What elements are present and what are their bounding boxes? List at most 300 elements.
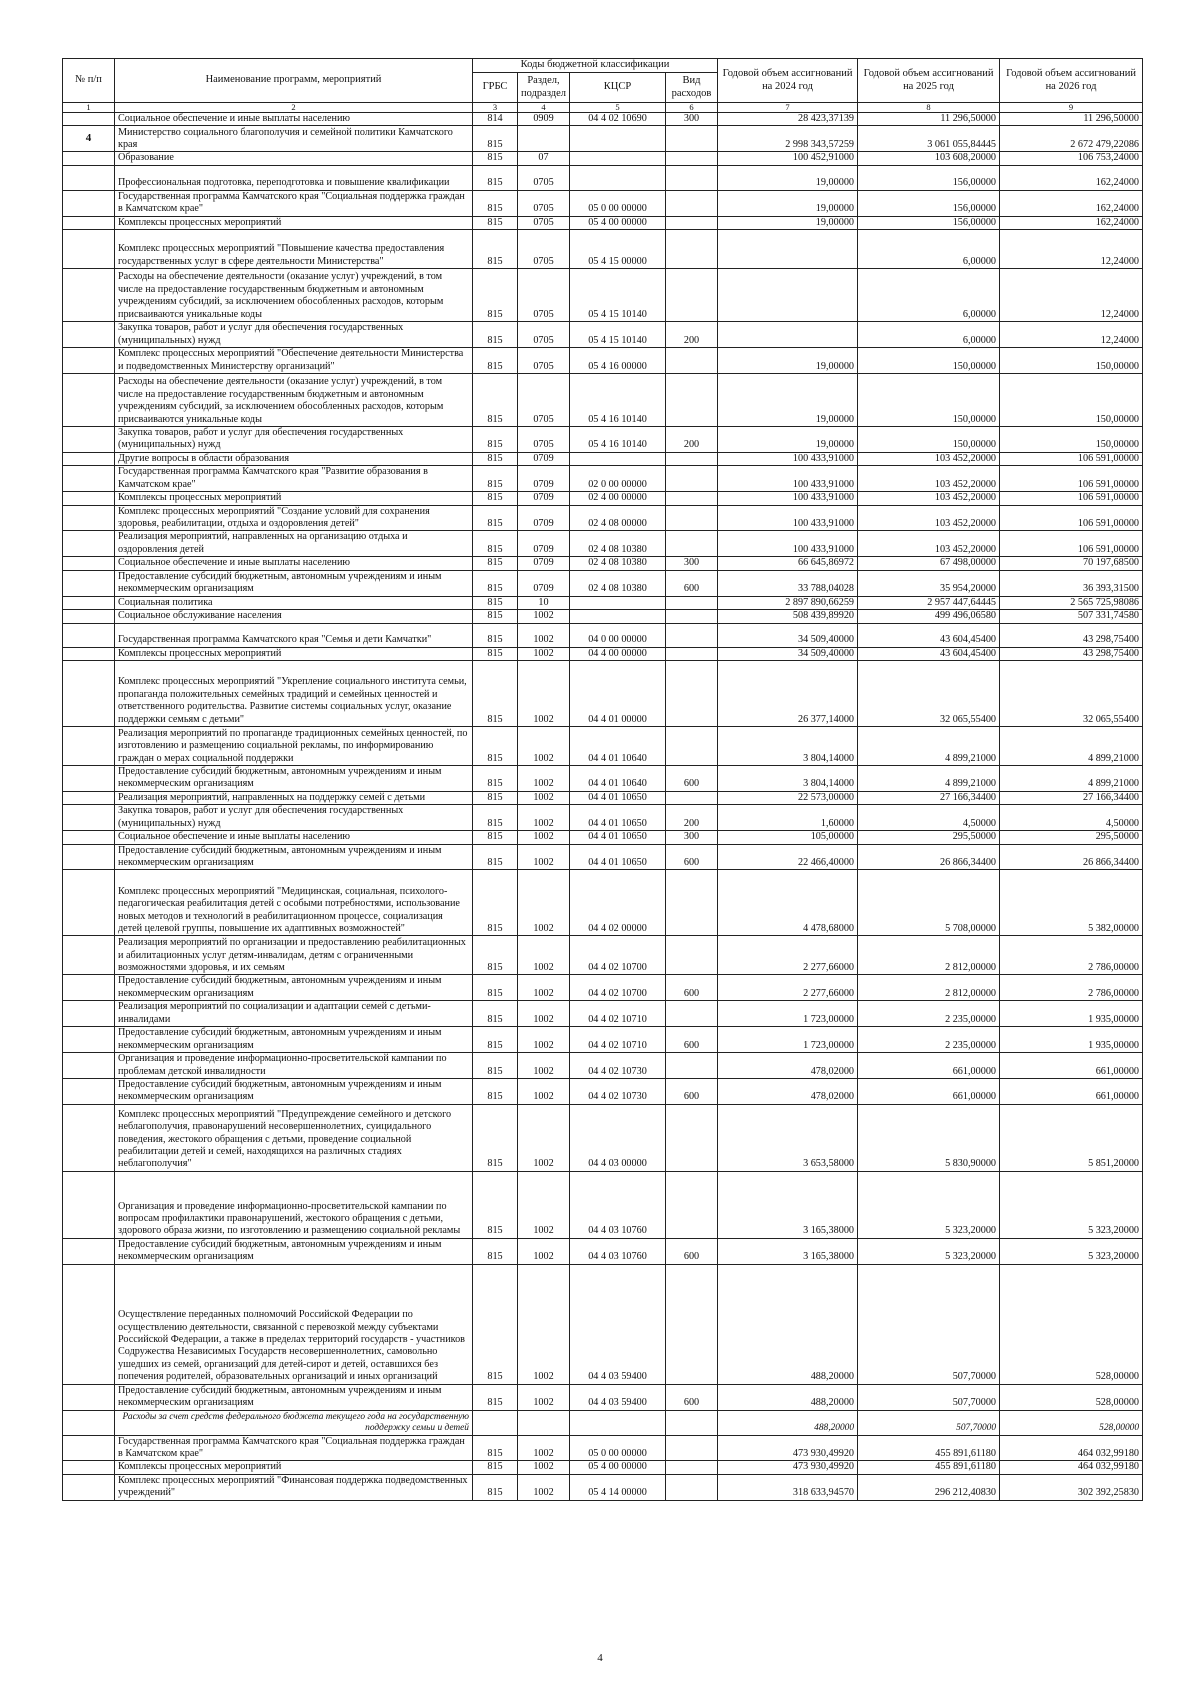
row-vid [666,1264,718,1384]
row-vid [666,623,718,647]
row-amount-2026: 4 899,21000 [1000,765,1143,791]
header-vid: Вид расходов [666,73,718,103]
row-kcsr: 04 4 01 10640 [570,726,666,765]
row-razdel: 0705 [518,373,570,426]
row-kcsr: 05 4 00 00000 [570,216,666,229]
table-row [63,765,1143,791]
row-amount-2026: 150,00000 [1000,426,1143,452]
row-name: Министерство социального благополучия и семейной политики Камчатского края [115,126,473,152]
row-name: Предоставление субсидий бюджетным, автономным учреждениям и иным некоммерческим организациям [115,765,473,791]
row-number [63,647,115,660]
row-grbs: 815 [473,269,518,322]
table-row [63,726,1143,765]
row-name: Предоставление субсидий бюджетным, автономным учреждениям и иным некоммерческим организациям [115,1238,473,1264]
row-razdel: 0709 [518,505,570,531]
row-razdel: 0705 [518,348,570,374]
row-amount-2026: 26 866,34400 [1000,844,1143,870]
row-kcsr: 04 4 01 10640 [570,765,666,791]
table-row [63,1078,1143,1104]
row-amount-2025: 156,00000 [858,165,1000,190]
row-number [63,216,115,229]
row-amount-2025: 6,00000 [858,269,1000,322]
row-number [63,870,115,936]
row-name: Комплексы процессных мероприятий [115,492,473,505]
row-amount-2024: 19,00000 [718,373,858,426]
row-vid: 600 [666,1238,718,1264]
row-grbs: 815 [473,452,518,465]
row-number [63,623,115,647]
row-amount-2026: 106 591,00000 [1000,452,1143,465]
row-amount-2024: 22 466,40000 [718,844,858,870]
row-amount-2025: 43 604,45400 [858,647,1000,660]
row-amount-2026: 150,00000 [1000,348,1143,374]
row-number [63,1461,115,1474]
row-razdel: 0705 [518,165,570,190]
row-amount-2024: 318 633,94570 [718,1474,858,1500]
row-amount-2026: 162,24000 [1000,216,1143,229]
row-number [63,452,115,465]
row-vid [666,165,718,190]
row-kcsr: 04 4 03 10760 [570,1171,666,1238]
row-grbs: 815 [473,557,518,570]
row-vid: 600 [666,1384,718,1410]
row-name: Образование [115,152,473,165]
row-amount-2026: 4,50000 [1000,805,1143,831]
row-kcsr [570,126,666,152]
row-number [63,492,115,505]
row-vid [666,1474,718,1500]
row-grbs: 815 [473,322,518,348]
row-amount-2024: 478,02000 [718,1078,858,1104]
row-number [63,152,115,165]
row-kcsr [570,610,666,623]
row-amount-2024 [718,269,858,322]
row-name: Расходы на обеспечение деятельности (оказание услуг) учреждений, в том числе на предоставление государственным бюджетным и автономным учреждениям субсидий, за исключением обособленных расходов, которым присваиваются уникальные коды [115,373,473,426]
row-amount-2025: 499 496,06580 [858,610,1000,623]
row-grbs: 815 [473,152,518,165]
row-vid: 600 [666,975,718,1001]
row-razdel: 1002 [518,623,570,647]
row-razdel: 0705 [518,190,570,216]
header-kcsr: КЦСР [570,73,666,103]
row-vid: 200 [666,322,718,348]
row-number [63,190,115,216]
row-vid [666,190,718,216]
row-number [63,936,115,975]
row-kcsr: 04 4 02 10730 [570,1053,666,1079]
row-razdel: 1002 [518,1238,570,1264]
row-kcsr: 05 4 14 00000 [570,1474,666,1500]
row-amount-2026: 32 065,55400 [1000,660,1143,726]
row-kcsr: 05 0 00 00000 [570,1435,666,1461]
row-razdel: 0709 [518,492,570,505]
row-vid: 300 [666,831,718,844]
row-amount-2025: 67 498,00000 [858,557,1000,570]
row-amount-2026: 150,00000 [1000,373,1143,426]
row-amount-2025: 661,00000 [858,1078,1000,1104]
row-amount-2024: 473 930,49920 [718,1435,858,1461]
row-vid: 300 [666,557,718,570]
row-amount-2026: 528,00000 [1000,1410,1143,1435]
table-row [63,1027,1143,1053]
row-amount-2026: 5 382,00000 [1000,870,1143,936]
row-amount-2026: 4 899,21000 [1000,726,1143,765]
row-grbs: 815 [473,805,518,831]
row-amount-2026: 12,24000 [1000,269,1143,322]
row-number [63,726,115,765]
table-row [63,466,1143,492]
row-amount-2026: 2 672 479,22086 [1000,126,1143,152]
row-grbs: 815 [473,1264,518,1384]
row-grbs: 815 [473,216,518,229]
row-amount-2026: 43 298,75400 [1000,623,1143,647]
row-grbs: 815 [473,610,518,623]
row-amount-2025: 103 452,20000 [858,466,1000,492]
row-amount-2026: 106 753,24000 [1000,152,1143,165]
row-vid [666,126,718,152]
row-kcsr: 04 4 02 10690 [570,113,666,126]
table-row [63,647,1143,660]
column-number: 2 [115,103,473,113]
row-grbs: 815 [473,348,518,374]
row-vid [666,216,718,229]
table-row [63,1384,1143,1410]
row-amount-2024: 26 377,14000 [718,660,858,726]
row-kcsr: 04 4 00 00000 [570,647,666,660]
row-amount-2025: 5 323,20000 [858,1171,1000,1238]
row-amount-2024: 3 165,38000 [718,1171,858,1238]
row-grbs: 815 [473,1461,518,1474]
row-grbs: 815 [473,791,518,804]
row-grbs: 815 [473,765,518,791]
row-number [63,660,115,726]
row-razdel: 1002 [518,726,570,765]
row-amount-2024: 2 277,66000 [718,936,858,975]
row-grbs: 815 [473,844,518,870]
row-amount-2024: 1 723,00000 [718,1027,858,1053]
row-vid [666,610,718,623]
row-number [63,1238,115,1264]
row-number [63,1104,115,1171]
row-amount-2024: 19,00000 [718,216,858,229]
row-name: Государственная программа Камчатского края "Семья и дети Камчатки" [115,623,473,647]
header-2024: Годовой объем ассигнований на 2024 год [718,59,858,103]
row-vid: 600 [666,844,718,870]
row-name: Организация и проведение информационно-просветительской кампании по проблемам детской инвалидности [115,1053,473,1079]
row-name: Предоставление субсидий бюджетным, автономным учреждениям и иным некоммерческим организациям [115,570,473,596]
row-razdel: 1002 [518,1474,570,1500]
row-kcsr: 04 4 02 00000 [570,870,666,936]
row-kcsr: 02 0 00 00000 [570,466,666,492]
row-kcsr: 04 4 02 10700 [570,936,666,975]
table-row [63,348,1143,374]
row-amount-2024: 3 804,14000 [718,765,858,791]
row-amount-2025: 295,50000 [858,831,1000,844]
row-kcsr: 05 4 16 10140 [570,426,666,452]
row-amount-2026: 528,00000 [1000,1384,1143,1410]
row-amount-2026: 1 935,00000 [1000,1001,1143,1027]
row-kcsr: 02 4 08 10380 [570,570,666,596]
row-vid [666,1171,718,1238]
row-vid [666,531,718,557]
row-name: Комплекс процессных мероприятий "Создание условий для сохранения здоровья, реабилитации, отдыха и оздоровления детей" [115,505,473,531]
row-amount-2025: 455 891,61180 [858,1435,1000,1461]
header-name: Наименование программ, мероприятий [115,59,473,103]
row-amount-2024: 508 439,89920 [718,610,858,623]
row-vid [666,791,718,804]
table-row [63,230,1143,269]
row-name: Комплекс процессных мероприятий "Укрепление социального института семьи, пропаганда положительных семейных традиций и семейных ценностей и ответственного родительства. Развитие системы социальных услуг, оказание поддержки семьям с детьми" [115,660,473,726]
row-amount-2026: 106 591,00000 [1000,466,1143,492]
row-number [63,610,115,623]
row-name: Социальное обеспечение и иные выплаты населению [115,557,473,570]
row-razdel: 1002 [518,975,570,1001]
row-grbs: 815 [473,466,518,492]
row-amount-2024: 488,20000 [718,1264,858,1384]
column-number: 7 [718,103,858,113]
row-amount-2025: 507,70000 [858,1384,1000,1410]
row-number [63,426,115,452]
row-amount-2026: 5 323,20000 [1000,1238,1143,1264]
row-razdel: 1002 [518,831,570,844]
table-header [63,59,1143,113]
row-number [63,1474,115,1500]
table-row [63,660,1143,726]
row-vid [666,1001,718,1027]
column-number: 3 [473,103,518,113]
row-grbs: 815 [473,1435,518,1461]
row-amount-2025: 2 812,00000 [858,975,1000,1001]
row-amount-2025: 3 061 055,84445 [858,126,1000,152]
row-amount-2026: 36 393,31500 [1000,570,1143,596]
row-amount-2024: 488,20000 [718,1410,858,1435]
row-vid [666,726,718,765]
row-kcsr: 04 4 01 10650 [570,831,666,844]
row-vid [666,1053,718,1079]
row-grbs: 815 [473,647,518,660]
table-row [63,610,1143,623]
row-number [63,1078,115,1104]
budget-table-sheet [62,58,1142,1501]
row-grbs: 815 [473,660,518,726]
table-row [63,152,1143,165]
row-number [63,165,115,190]
row-amount-2025: 4,50000 [858,805,1000,831]
row-number [63,505,115,531]
row-kcsr: 02 4 00 00000 [570,492,666,505]
row-name: Комплекс процессных мероприятий "Финансовая поддержка подведомственных учреждений" [115,1474,473,1500]
row-vid [666,152,718,165]
row-amount-2024: 34 509,40000 [718,647,858,660]
row-amount-2024: 100 452,91000 [718,152,858,165]
row-name: Комплекс процессных мероприятий "Предупреждение семейного и детского неблагополучия, правонарушений несовершеннолетних, суицидального поведения, жестокого обращения с детьми, проведение социальной реабилитации детей и семей, находящихся на различных стадиях неблагополучия" [115,1104,473,1171]
row-kcsr: 04 4 03 10760 [570,1238,666,1264]
page-number: 4 [597,1652,603,1664]
row-amount-2024: 100 433,91000 [718,452,858,465]
row-amount-2025: 103 452,20000 [858,505,1000,531]
row-grbs: 815 [473,870,518,936]
row-number [63,570,115,596]
table-row [63,623,1143,647]
table-row [63,373,1143,426]
row-grbs: 815 [473,373,518,426]
row-number: 4 [63,126,115,152]
row-kcsr: 02 4 08 10380 [570,531,666,557]
row-vid [666,660,718,726]
row-amount-2024: 22 573,00000 [718,791,858,804]
row-kcsr: 04 4 02 10730 [570,1078,666,1104]
row-amount-2025: 296 212,40830 [858,1474,1000,1500]
header-num: № п/п [63,59,115,103]
row-name: Комплекс процессных мероприятий "Медицинская, социальная, психолого-педагогическая реабилитация детей с особыми потребностями, использование новых методов и технологий в реабилитационном процессе, социализация детей целевой группы, повышение их адаптивных возможностей" [115,870,473,936]
row-amount-2026: 12,24000 [1000,230,1143,269]
column-number: 1 [63,103,115,113]
row-name: Закупка товаров, работ и услуг для обеспечения государственных (муниципальных) нужд [115,322,473,348]
row-number [63,1001,115,1027]
table-row [63,1264,1143,1384]
row-amount-2026: 70 197,68500 [1000,557,1143,570]
row-amount-2024: 1,60000 [718,805,858,831]
table-row [63,126,1143,152]
row-razdel: 07 [518,152,570,165]
row-razdel: 0909 [518,113,570,126]
row-name: Комплексы процессных мероприятий [115,647,473,660]
row-kcsr [570,452,666,465]
row-razdel: 0709 [518,557,570,570]
row-name: Реализация мероприятий по пропаганде традиционных семейных ценностей, по изготовлению и размещению социальной рекламы, по информированию граждан о мерах социальной поддержки [115,726,473,765]
table-row [63,216,1143,229]
row-amount-2026: 43 298,75400 [1000,647,1143,660]
row-amount-2025: 2 235,00000 [858,1027,1000,1053]
row-grbs: 815 [473,1104,518,1171]
row-amount-2024: 3 804,14000 [718,726,858,765]
column-number: 5 [570,103,666,113]
table-row [63,1461,1143,1474]
row-amount-2024: 2 277,66000 [718,975,858,1001]
row-amount-2024: 488,20000 [718,1384,858,1410]
row-amount-2025: 661,00000 [858,1053,1000,1079]
row-kcsr: 04 4 03 00000 [570,1104,666,1171]
table-row [63,596,1143,609]
row-name: Осуществление переданных полномочий Российской Федерации по осуществлению деятельности, связанной с перевозкой между субъектами Российской Федерации, а также в пределах территорий государств - участников Содружества Независимых Государств несовершеннолетних, самовольно ушедших из семей, организаций для детей-сирот и детей, оставшихся без попечения родителей, образовательных организаций и иных организаций [115,1264,473,1384]
row-vid: 600 [666,1027,718,1053]
row-kcsr: 05 4 00 00000 [570,1461,666,1474]
table-row [63,831,1143,844]
row-name: Государственная программа Камчатского края "Социальная поддержка граждан в Камчатском крае" [115,1435,473,1461]
row-amount-2026: 528,00000 [1000,1264,1143,1384]
row-amount-2025: 26 866,34400 [858,844,1000,870]
row-vid: 200 [666,805,718,831]
row-grbs: 815 [473,596,518,609]
row-grbs: 815 [473,1078,518,1104]
row-amount-2025: 6,00000 [858,322,1000,348]
row-amount-2026: 464 032,99180 [1000,1435,1143,1461]
row-amount-2024 [718,230,858,269]
row-vid [666,373,718,426]
table-row [63,1435,1143,1461]
row-grbs: 815 [473,426,518,452]
row-razdel [518,1410,570,1435]
header-razdel: Раздел, подраздел [518,73,570,103]
row-number [63,791,115,804]
row-amount-2024: 19,00000 [718,165,858,190]
row-vid [666,596,718,609]
row-amount-2025: 11 296,50000 [858,113,1000,126]
row-number [63,322,115,348]
column-number-row [63,103,1143,113]
row-grbs: 815 [473,936,518,975]
row-amount-2024: 1 723,00000 [718,1001,858,1027]
row-grbs: 815 [473,1027,518,1053]
row-vid [666,269,718,322]
row-amount-2026: 1 935,00000 [1000,1027,1143,1053]
row-razdel: 1002 [518,1264,570,1384]
row-amount-2025: 5 708,00000 [858,870,1000,936]
row-amount-2025: 2 812,00000 [858,936,1000,975]
row-number [63,1435,115,1461]
row-vid [666,466,718,492]
row-razdel: 1002 [518,1461,570,1474]
row-grbs: 815 [473,230,518,269]
row-grbs: 815 [473,1171,518,1238]
row-amount-2026: 295,50000 [1000,831,1143,844]
row-vid: 300 [666,113,718,126]
row-name: Комплекс процессных мероприятий "Обеспечение деятельности Министерства и подведомственных Министерству организаций" [115,348,473,374]
row-razdel: 1002 [518,870,570,936]
row-razdel: 1002 [518,791,570,804]
table-row [63,1238,1143,1264]
row-amount-2024: 2 897 890,66259 [718,596,858,609]
row-amount-2026: 106 591,00000 [1000,492,1143,505]
row-name: Комплексы процессных мероприятий [115,216,473,229]
budget-table [62,58,1143,1501]
row-name: Предоставление субсидий бюджетным, автономным учреждениям и иным некоммерческим организациям [115,844,473,870]
row-number [63,765,115,791]
table-row [63,1104,1143,1171]
row-name: Государственная программа Камчатского края "Социальная поддержка граждан в Камчатском крае" [115,190,473,216]
row-number [63,831,115,844]
row-amount-2024: 3 653,58000 [718,1104,858,1171]
row-name: Предоставление субсидий бюджетным, автономным учреждениям и иным некоммерческим организациям [115,1384,473,1410]
row-kcsr: 04 4 02 10710 [570,1001,666,1027]
table-row [63,1171,1143,1238]
table-row [63,570,1143,596]
row-vid [666,1435,718,1461]
row-kcsr: 04 4 03 59400 [570,1384,666,1410]
row-name: Реализация мероприятий по организации и предоставлению реабилитационных и абилитационных услуг детям-инвалидам, детям с ограниченными возможностями здоровья, и их семьям [115,936,473,975]
row-kcsr: 05 0 00 00000 [570,190,666,216]
row-number [63,1410,115,1435]
row-kcsr [570,596,666,609]
row-razdel: 0705 [518,426,570,452]
table-row [63,791,1143,804]
header-grbs: ГРБС [473,73,518,103]
row-amount-2026: 2 786,00000 [1000,936,1143,975]
row-kcsr: 04 4 01 10650 [570,791,666,804]
row-number [63,373,115,426]
row-grbs: 815 [473,531,518,557]
row-razdel: 0709 [518,452,570,465]
row-kcsr: 02 4 08 00000 [570,505,666,531]
row-razdel: 1002 [518,1171,570,1238]
row-amount-2025: 103 608,20000 [858,152,1000,165]
row-vid [666,348,718,374]
table-row [63,975,1143,1001]
row-kcsr: 04 4 02 10710 [570,1027,666,1053]
row-razdel: 0705 [518,269,570,322]
row-kcsr: 04 4 03 59400 [570,1264,666,1384]
column-number: 9 [1000,103,1143,113]
